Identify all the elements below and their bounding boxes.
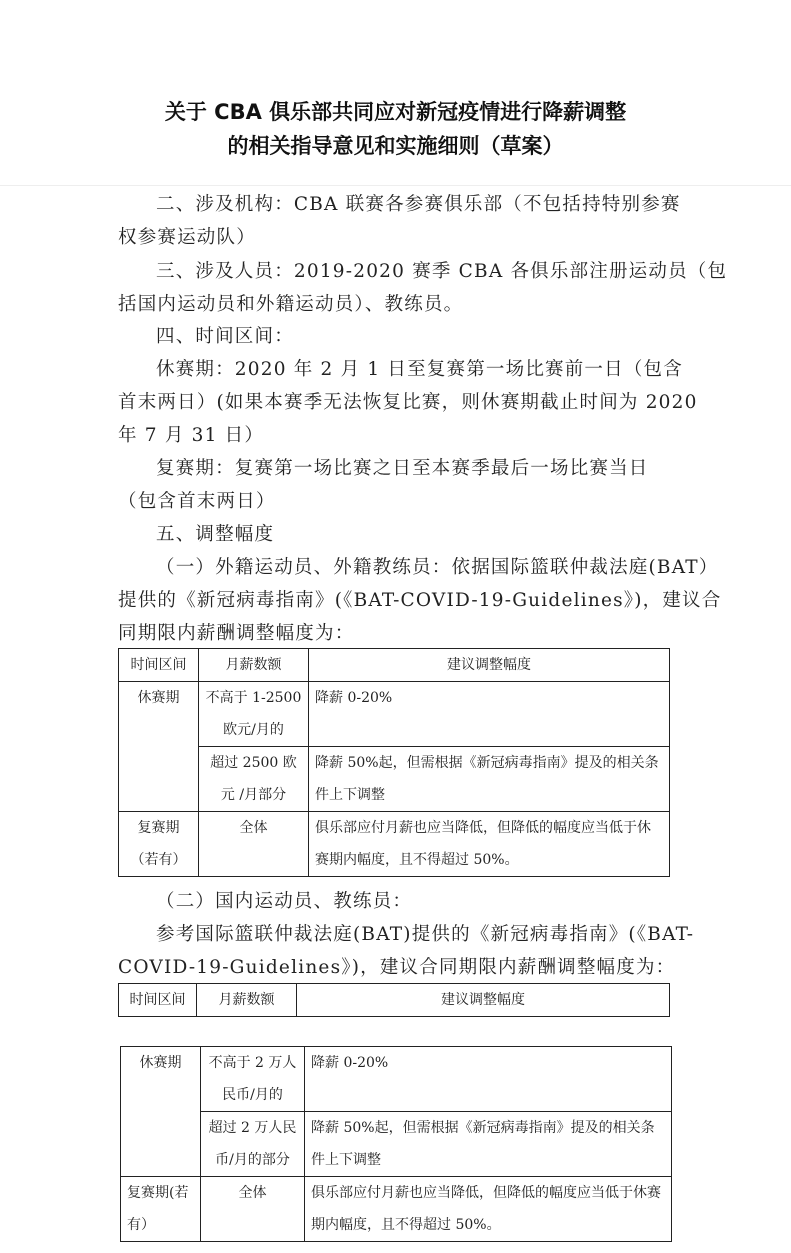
amount-cell: 全体	[199, 812, 309, 877]
table-header-row	[119, 649, 670, 682]
section-heading: （二）国内运动员、教练员：	[156, 891, 413, 912]
paragraph: 首末两日）(如果本赛季无法恢复比赛，则休赛期截止时间为 2020	[118, 392, 698, 413]
paragraph: （包含首末两日）	[118, 491, 276, 512]
section-heading: 四、时间区间：	[156, 326, 294, 347]
header-period: 时间区间	[119, 649, 199, 682]
period-cell: 复赛期（若有）	[119, 812, 199, 877]
paragraph: 二、涉及机构：CBA 联赛各参赛俱乐部（不包括持特别参赛	[156, 194, 681, 215]
table-row	[119, 682, 670, 747]
amount-cell: 不高于 2 万人民币/月的	[201, 1047, 305, 1112]
period-cell: 休赛期	[119, 682, 199, 812]
table-row	[121, 1047, 672, 1112]
table-header-row	[119, 984, 670, 1017]
amount-cell: 超过 2 万人民币/月的部分	[201, 1112, 305, 1177]
paragraph: 参考国际篮联仲裁法庭(BAT)提供的《新冠病毒指南》(《BAT-	[156, 924, 695, 945]
adjust-cell: 降薪 0-20%	[305, 1047, 672, 1112]
divider	[0, 185, 791, 186]
header-amount: 月薪数额	[197, 984, 297, 1017]
header-adjust: 建议调整幅度	[309, 649, 670, 682]
adjust-cell: 降薪 0-20%	[309, 682, 670, 747]
adjust-cell: 俱乐部应付月薪也应当降低，但降低的幅度应当低于休赛期内幅度，且不得超过 50%。	[309, 812, 670, 877]
table-row	[119, 812, 670, 877]
adjust-cell: 降薪 50%起，但需根据《新冠病毒指南》提及的相关条件上下调整	[305, 1112, 672, 1177]
amount-cell: 全体	[201, 1177, 305, 1242]
header-period: 时间区间	[119, 984, 197, 1017]
paragraph: （一）外籍运动员、外籍教练员：依据国际篮联仲裁法庭(BAT）	[156, 557, 719, 578]
adjust-cell: 降薪 50%起，但需根据《新冠病毒指南》提及的相关条件上下调整	[309, 747, 670, 812]
paragraph: 年 7 月 31 日）	[118, 425, 265, 446]
document-title-line-2: 的相关指导意见和实施细则（草案）	[227, 134, 564, 158]
table-row	[121, 1177, 672, 1242]
paragraph: 提供的《新冠病毒指南》(《BAT-COVID-19-Guidelines》)，建议合	[118, 590, 722, 611]
amount-cell: 超过 2500 欧元 /月部分	[199, 747, 309, 812]
period-cell: 复赛期(若有）	[121, 1177, 201, 1242]
header-adjust: 建议调整幅度	[297, 984, 670, 1017]
foreign-salary-table	[118, 648, 670, 877]
amount-cell: 不高于 1-2500 欧元/月的	[199, 682, 309, 747]
table-row	[121, 1112, 672, 1177]
domestic-table-header	[118, 983, 670, 1017]
paragraph: 休赛期：2020 年 2 月 1 日至复赛第一场比赛前一日（包含	[156, 359, 683, 380]
paragraph: 权参赛运动队）	[118, 227, 256, 248]
table-row	[119, 747, 670, 812]
paragraph: COVID-19-Guidelines》)，建议合同期限内薪酬调整幅度为：	[118, 957, 676, 978]
section-heading: 五、调整幅度	[156, 524, 275, 545]
domestic-salary-table	[120, 1046, 672, 1242]
paragraph: 复赛期：复赛第一场比赛之日至本赛季最后一场比赛当日	[156, 458, 649, 479]
paragraph: 括国内运动员和外籍运动员）、教练员。	[118, 294, 464, 315]
paragraph: 同期限内薪酬调整幅度为：	[118, 623, 355, 644]
adjust-cell: 俱乐部应付月薪也应当降低，但降低的幅度应当低于休赛期内幅度，且不得超过 50%。	[305, 1177, 672, 1242]
header-amount: 月薪数额	[199, 649, 309, 682]
document-title-line-1: 关于 CBA 俱乐部共同应对新冠疫情进行降薪调整	[164, 100, 627, 124]
paragraph: 三、涉及人员：2019-2020 赛季 CBA 各俱乐部注册运动员（包	[156, 261, 728, 282]
period-cell: 休赛期	[121, 1047, 201, 1177]
